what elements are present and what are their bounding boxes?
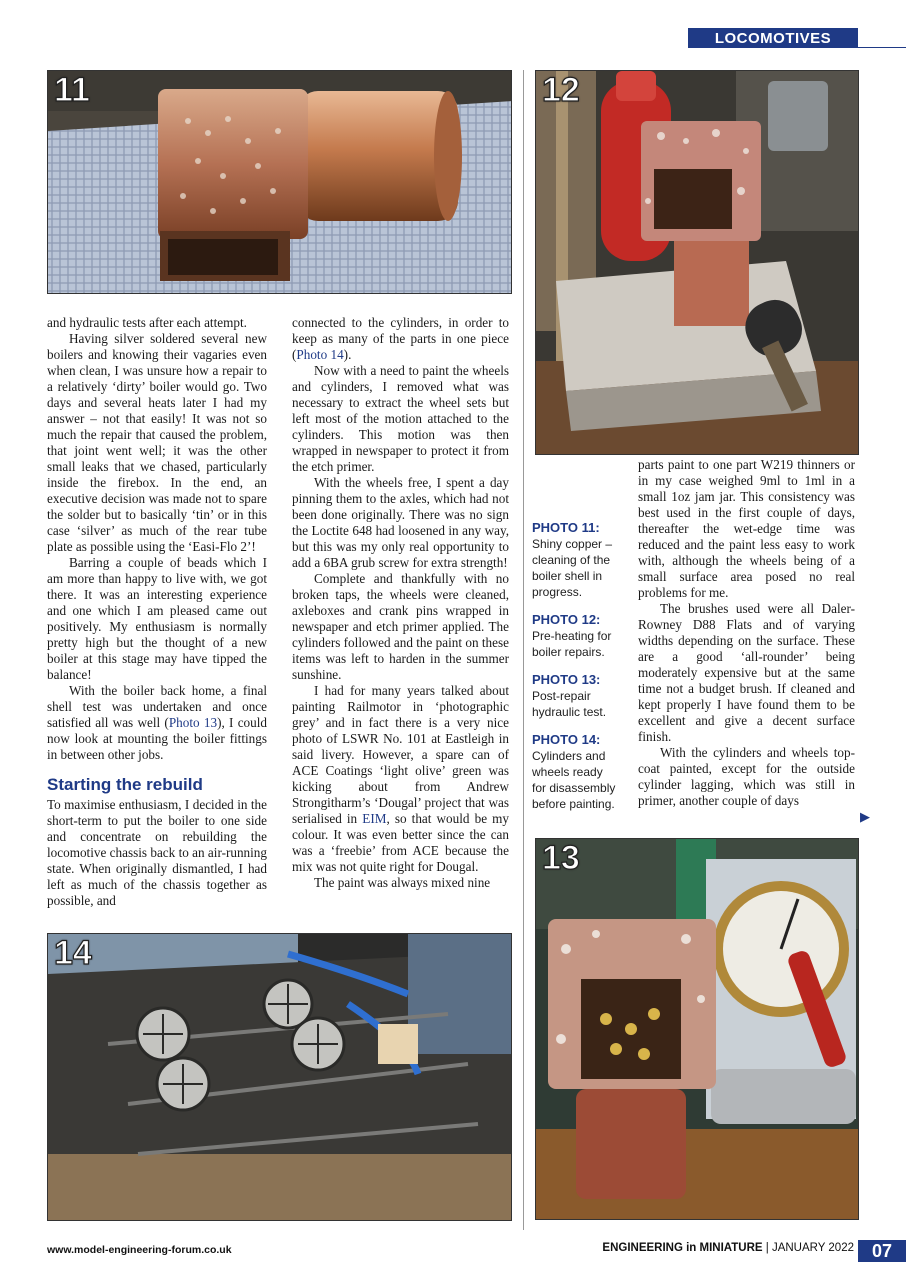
website-url[interactable]: www.model-engineering-forum.co.uk [47, 1244, 232, 1256]
paragraph: Barring a couple of beads which I am more than happy to live with, we got there. It was an interesting experience and one which I am pleased came out positively. My enthusiasm is normally pretty high but the thought of a new boiler at this stage may have tipped the balance! [47, 555, 267, 682]
paragraph: To maximise enthusiasm, I decided in the short-term to put the boiler to one side and concentrate on rebuilding the locomotive chassis back to an air-running state. When originally dismantled, I had left as much of the chassis together as possible, and [47, 797, 267, 908]
photo-number: 13 [542, 839, 580, 877]
text-run: connected to the cylinders, in order to keep as many of the parts in one piece ( [292, 315, 509, 362]
paragraph: parts paint to one part W219 thinners or in my case weighed 9ml to 1ml in a small 1oz jam jar. This consistency was best used in the first couple of days, thereafter the wet-edge time was reduced and the paint less easy to work with, although the wheels being of a small surface area posed no real problems for me. [638, 457, 855, 600]
caption-photo-12 [532, 612, 620, 660]
photo-number: 12 [542, 71, 580, 109]
issue-date: JANUARY 2022 [771, 1242, 854, 1254]
paragraph: Now with a need to paint the wheels and cylinders, I removed what was necessary to extract the wheel sets but left most of the motion attached to the cylinders. This motion was then wrapped in newspaper to protect it from the etch primer. [292, 363, 509, 474]
paragraph [292, 315, 509, 363]
paragraph: The brushes used were all Daler-Rowney D88 Flats and of varying widths depending on the surface. These are a good ‘all-rounder’ being moderately expensive but at the same time not a budget brush. If cleaned and kept properly I have found them to be excellent and give a decent surface finish. [638, 601, 855, 744]
photo-13 [535, 838, 859, 1220]
text-column-2 [292, 315, 509, 891]
text-run: ), I could now look at mounting the boiler fittings in between other jobs. [47, 715, 268, 762]
footer-separator: | [762, 1242, 772, 1254]
photo-captions [532, 520, 620, 824]
paragraph [292, 683, 509, 875]
section-heading: Starting the rebuild [47, 775, 203, 794]
photo-12 [535, 70, 859, 455]
paragraph [47, 683, 267, 763]
caption-text: Pre-heating for boiler repairs. [532, 629, 612, 659]
caption-text: Cylinders and wheels ready for disassembly before painting. [532, 749, 616, 811]
paragraph: With the cylinders and wheels top-coat painted, except for the outside cylinder lagging, which was still in primer, another couple of days [638, 745, 855, 808]
section-tag: LOCOMOTIVES [688, 28, 858, 48]
caption-text: Shiny copper – cleaning of the boiler shell in progress. [532, 537, 613, 599]
text-run: With the boiler back home, a final shell test was undertaken and once satisfied all was well ( [47, 683, 267, 730]
caption-photo-13 [532, 672, 620, 720]
page-number: 07 [858, 1240, 906, 1262]
caption-title: PHOTO 13: [532, 672, 601, 687]
paragraph: The paint was always mixed nine [314, 875, 491, 890]
paragraph: Complete and thankfully with no broken taps, the wheels were cleaned, axleboxes and crank pins wrapped in newspaper and etch primer applied. The cylinders followed and the paint on these items was left to harden in the summer sunshine. [292, 571, 509, 682]
footer-publication [560, 1242, 854, 1254]
photo-reference: Photo 13 [168, 715, 218, 730]
magazine-name: ENGINEERING in MINIATURE [602, 1242, 763, 1254]
photo-number: 11 [54, 71, 90, 109]
paragraph: and hydraulic tests after each attempt. [47, 315, 247, 330]
photo-11-image [48, 71, 512, 294]
text-column-3 [638, 457, 855, 809]
caption-title: PHOTO 12: [532, 612, 601, 627]
text-run: I had for many years talked about painting Railmotor in ‘photographic grey’ and in fact there is a very nice photo of LSWR No. 101 at Eastleigh in said livery. However, a spare can of ACE Coatings ‘light olive’ green was kicking about from Andrew Strongitharm’s ‘Dougal’ project that was serialised in [292, 683, 509, 826]
text-column-1 [47, 315, 267, 909]
caption-photo-11 [532, 520, 620, 600]
photo-14-image [48, 934, 512, 1221]
photo-11 [47, 70, 512, 294]
column-divider [523, 70, 524, 1230]
photo-12-image [536, 71, 859, 455]
section-rule [858, 47, 906, 48]
text-run: ). [343, 347, 352, 362]
caption-text: Post-repair hydraulic test. [532, 689, 607, 719]
photo-14 [47, 933, 512, 1221]
continued-arrow-icon: ▶ [860, 809, 870, 824]
caption-title: PHOTO 11: [532, 520, 600, 535]
photo-13-image [536, 839, 859, 1220]
photo-number: 14 [54, 934, 92, 972]
caption-title: PHOTO 14: [532, 732, 601, 747]
paragraph: With the wheels free, I spent a day pinning them to the axles, which had not been done originally. There was no sign the Loctite 648 had loosened in any way, but this was my only real opportunity to add a 6BA grub screw for extra strength! [292, 475, 509, 570]
caption-photo-14 [532, 732, 620, 812]
text-run: , so that would be my colour. It was even better since the can was a ‘freebie’ from ACE because the mix was not quite right for Dougal. [292, 811, 509, 874]
magazine-reference: EIM [362, 811, 387, 826]
paragraph: Having silver soldered several new boilers and knowing their vagaries even when clean, I was unsure how a repair to a relatively ‘dirty’ boiler would go. Two days and several heats later I had my answer – not that easily! It was not so much the repair that caused the problem, that joint went well; it was the other small leaks that we chased, particularly inside the firebox. In the end, an executive decision was made not to spare the solder but to basically ‘tin’ or in this case ‘silver’ as much of the rear tube plate as possible using the ‘Easi-Flo 2’! [47, 331, 267, 554]
photo-reference: Photo 14 [296, 347, 344, 362]
